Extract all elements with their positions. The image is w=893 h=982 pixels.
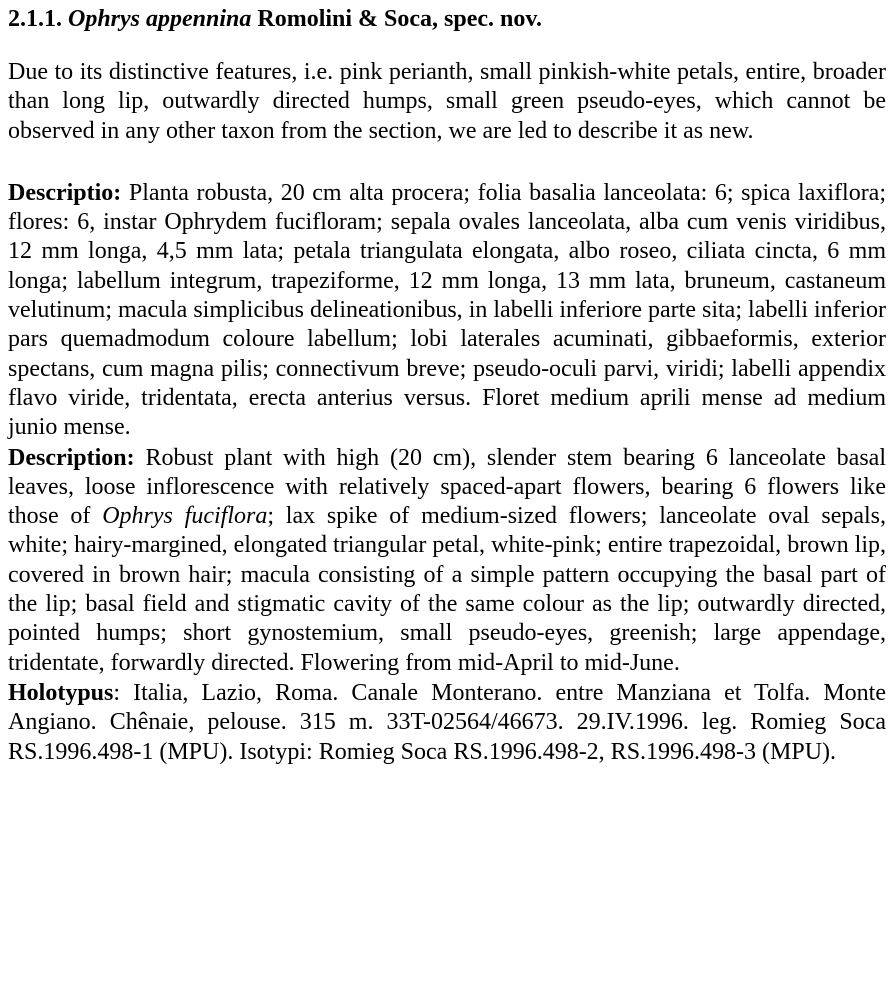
species-authors: Romolini & Soca, spec. nov. <box>257 6 543 32</box>
description-species-italic: Ophrys fuciflora <box>102 503 268 530</box>
holotypus-text: : Italia, Lazio, Roma. Canale Monterano. entre Manziana et Tolfa. Monte Angiano. Chênaie, pelouse. 315 m. 33T-02564/46673. 29.IV.1996. leg. Romieg Soca RS.1996.498-1 (MPU). Isotypi: Romieg Soca RS.1996.498-2, RS.1996.498-3 (MPU). <box>8 679 886 765</box>
holotypus-paragraph <box>8 679 886 767</box>
description-paragraph <box>8 444 886 678</box>
description-text-after: ; lax spike of medium-sized flowers; lanceolate oval sepals, white; hairy-margined, elongated triangular petal, white-pink; entire trapezoidal, brown lip, covered in brown hair; macula consisting of a simple pattern occupying the basal part of the lip; basal field and stigmatic cavity of the same colour as the lip; outwardly directed, pointed humps; short gynostemium, small pseudo-eyes, greenish; large appendage, tridentate, forwardly directed. Flowering from mid-April to mid-June. <box>8 503 887 676</box>
section-heading <box>8 4 886 34</box>
descriptio-label: Descriptio: <box>8 179 122 206</box>
descriptio-text: Planta robusta, 20 cm alta procera; folia basalia lanceolata: 6; spica laxiflora; flores: 6, instar Ophrydem fucifloram; sepala ovales lanceolata, alba cum venis viridibus, 12 mm longa, 4,5 mm lata; petala triangulata elongata, albo roseo, ciliata cincta, 6 mm longa; labellum integrum, trapeziforme, 12 mm longa, 13 mm lata, bruneum, castaneum velutinum; macula simplicibus delineationibus, in labelli inferiore parte sita; labelli inferior pars quemadmodum coloure labellum; lobi laterales acuminati, gibbaeformis, exterior spectans, cum magna pilis; connectivum breve; pseudo-oculi parvi, viridi; labelli appendix flavo viride, tridentata, erecta anterius versus. Floret medium aprili mense ad medium junio mense. <box>8 179 887 441</box>
holotypus-label: Holotypus <box>8 679 114 706</box>
description-text-before: Robust plant with high (20 cm), slender stem bearing 6 lanceolate basal leaves, loose inflorescence with relatively spaced-apart flowers, bearing 6 flowers like those of <box>8 444 886 530</box>
intro-paragraph: Due to its distinctive features, i.e. pink perianth, small pinkish-white petals, entire, broader than long lip, outwardly directed humps, small green pseudo-eyes, which cannot be observed in any other taxon from the section, we are led to describe it as new. <box>8 59 886 144</box>
section-number: 2.1.1. <box>8 6 62 32</box>
descriptio-paragraph <box>8 179 886 443</box>
description-label: Description: <box>8 444 135 471</box>
document-page <box>8 4 886 767</box>
species-name: Ophrys appennina <box>68 6 252 32</box>
